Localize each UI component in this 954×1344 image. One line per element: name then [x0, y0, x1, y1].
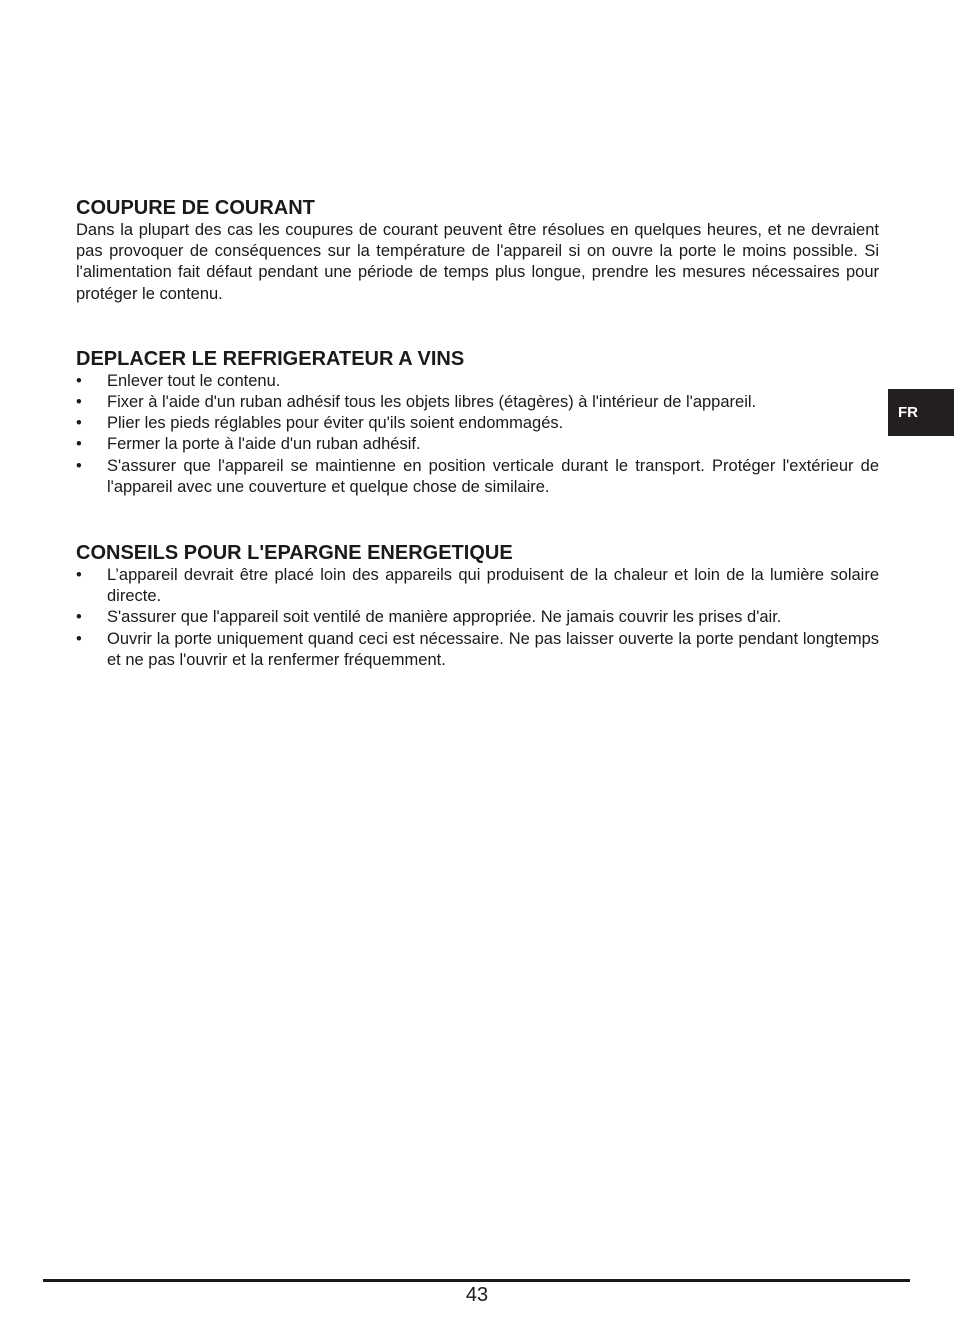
- list-item-text: L’appareil devrait être placé loin des appareils qui produisent de la chaleur et loin de la lumière solaire directe.: [107, 566, 879, 606]
- language-tab: FR: [888, 389, 954, 436]
- list-item: [76, 565, 879, 607]
- bullet-icon: •: [76, 371, 82, 390]
- bullet-icon: •: [76, 608, 82, 627]
- list-item: [76, 456, 879, 498]
- list-item-text: S'assurer que l'appareil se maintienne en position verticale durant le transport. Protéger l'extérieur de l'appareil avec une couverture et quelque chose de similaire.: [107, 456, 879, 496]
- page-number: 43: [465, 1284, 489, 1306]
- section-title: COUPURE DE COURANT: [76, 197, 315, 219]
- list-item-text: Plier les pieds réglables pour éviter qu'ils soient endommagés.: [107, 414, 564, 433]
- bullet-list: [76, 371, 879, 498]
- section-moving-fridge: [76, 347, 879, 498]
- list-item: [76, 413, 879, 434]
- list-item: [76, 434, 879, 455]
- list-item-text: Fixer à l'aide d'un ruban adhésif tous les objets libres (étagères) à l'intérieur de l'appareil.: [107, 393, 757, 412]
- list-item: [76, 607, 879, 628]
- bullet-icon: •: [76, 456, 82, 475]
- list-item-text: Enlever tout le contenu.: [107, 371, 281, 390]
- list-item-text: Ouvrir la porte uniquement quand ceci est nécessaire. Ne pas laisser ouverte la porte pendant longtemps et ne pas l'ouvrir et la renfermer fréquemment.: [107, 629, 879, 669]
- bullet-list: [76, 565, 879, 671]
- section-paragraph: Dans la plupart des cas les coupures de courant peuvent être résolues en quelques heures, et ne devraient pas provoquer de conséquences sur la température de l'appareil si on ouvre la porte le moins possible. Si l'alimentation fait défaut pendant une période de temps plus longue, prendre les mesures nécessaires pour protéger le contenu.: [76, 221, 879, 303]
- section-power-outage: [76, 196, 879, 305]
- section-energy-saving: [76, 541, 879, 671]
- bullet-icon: •: [76, 414, 82, 433]
- bullet-icon: •: [76, 393, 82, 412]
- bullet-icon: •: [76, 629, 82, 648]
- list-item: [76, 371, 879, 392]
- list-item-text: Fermer la porte à l'aide d'un ruban adhésif.: [107, 435, 421, 454]
- bullet-icon: •: [76, 435, 82, 454]
- list-item-text: S'assurer que l'appareil soit ventilé de manière appropriée. Ne jamais couvrir les prises d'air.: [107, 608, 782, 627]
- list-item: [76, 392, 879, 413]
- page-content: [76, 196, 879, 671]
- list-item: [76, 629, 879, 671]
- section-title: CONSEILS POUR L'EPARGNE ENERGETIQUE: [76, 542, 513, 565]
- section-title: DEPLACER LE REFRIGERATEUR A VINS: [76, 347, 465, 370]
- bullet-icon: •: [76, 566, 82, 585]
